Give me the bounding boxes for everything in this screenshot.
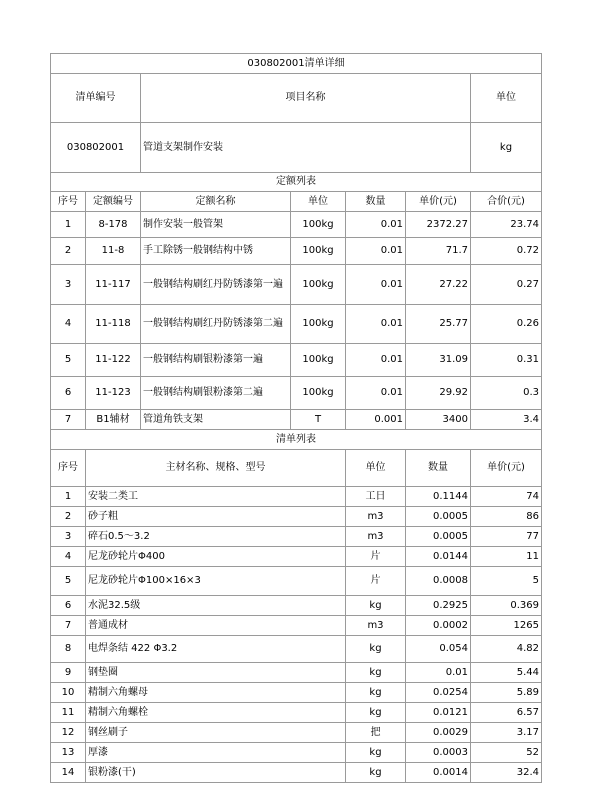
quota-price: 25.77: [406, 305, 471, 344]
quota-row: [51, 344, 542, 377]
material-price: 5: [471, 567, 542, 596]
material-price: 3.17: [471, 723, 542, 743]
material-seq: 8: [51, 636, 86, 663]
quota-section-row: [51, 173, 542, 192]
quota-code: 11-123: [86, 377, 141, 410]
quota-seq: 1: [51, 212, 86, 238]
quota-qty: 0.01: [346, 377, 406, 410]
material-price-header: 单价(元): [471, 450, 542, 487]
material-qty: 0.0014: [406, 763, 471, 783]
quota-name-header: 定额名称: [141, 192, 291, 212]
material-unit: m3: [346, 507, 406, 527]
item-header-row: [51, 74, 542, 123]
quota-seq: 2: [51, 238, 86, 265]
material-row: [51, 567, 542, 596]
material-name: 精制六角螺栓: [86, 703, 346, 723]
quota-qty: 0.01: [346, 238, 406, 265]
material-unit: 工日: [346, 487, 406, 507]
item-row: [51, 123, 542, 173]
material-price: 77: [471, 527, 542, 547]
quota-seq: 5: [51, 344, 86, 377]
material-unit: m3: [346, 616, 406, 636]
material-price: 11: [471, 547, 542, 567]
material-name: 安装二类工: [86, 487, 346, 507]
material-name-header: 主材名称、规格、型号: [86, 450, 346, 487]
quota-row: [51, 265, 542, 305]
item-code-header: 清单编号: [51, 74, 141, 123]
material-seq-header: 序号: [51, 450, 86, 487]
quota-row: [51, 305, 542, 344]
material-row: [51, 596, 542, 616]
material-price: 5.89: [471, 683, 542, 703]
item-unit-header: 单位: [471, 74, 542, 123]
material-qty: 0.0005: [406, 507, 471, 527]
quota-qty: 0.01: [346, 344, 406, 377]
quota-total: 0.3: [471, 377, 542, 410]
item-name-header: 项目名称: [141, 74, 471, 123]
material-name: 精制六角螺母: [86, 683, 346, 703]
material-price: 74: [471, 487, 542, 507]
material-qty-header: 数量: [406, 450, 471, 487]
quota-unit: 100kg: [291, 212, 346, 238]
material-unit: kg: [346, 663, 406, 683]
material-name: 尼龙砂轮片Φ100×16×3: [86, 567, 346, 596]
quota-price: 27.22: [406, 265, 471, 305]
quota-qty: 0.01: [346, 212, 406, 238]
material-seq: 14: [51, 763, 86, 783]
material-unit: 片: [346, 567, 406, 596]
material-unit: m3: [346, 527, 406, 547]
quota-price: 71.7: [406, 238, 471, 265]
material-seq: 12: [51, 723, 86, 743]
quota-name: 制作安装一般管架: [141, 212, 291, 238]
material-qty: 0.054: [406, 636, 471, 663]
quota-unit: 100kg: [291, 344, 346, 377]
quota-seq: 7: [51, 410, 86, 430]
quota-seq-header: 序号: [51, 192, 86, 212]
material-row: [51, 507, 542, 527]
material-seq: 13: [51, 743, 86, 763]
material-unit: kg: [346, 636, 406, 663]
material-qty: 0.0144: [406, 547, 471, 567]
material-seq: 7: [51, 616, 86, 636]
material-qty: 0.0005: [406, 527, 471, 547]
material-qty: 0.1144: [406, 487, 471, 507]
material-unit: kg: [346, 596, 406, 616]
quota-unit: T: [291, 410, 346, 430]
material-name: 普通成材: [86, 616, 346, 636]
material-row: [51, 616, 542, 636]
material-name: 尼龙砂轮片Φ400: [86, 547, 346, 567]
material-name: 水泥32.5级: [86, 596, 346, 616]
material-seq: 4: [51, 547, 86, 567]
material-price: 52: [471, 743, 542, 763]
material-seq: 6: [51, 596, 86, 616]
material-name: 钢垫圈: [86, 663, 346, 683]
material-price: 86: [471, 507, 542, 527]
item-code: 030802001: [51, 123, 141, 173]
quota-seq: 6: [51, 377, 86, 410]
quota-section-title: 定额列表: [51, 173, 542, 192]
quota-unit-header: 单位: [291, 192, 346, 212]
material-price: 1265: [471, 616, 542, 636]
material-name: 厚漆: [86, 743, 346, 763]
quota-header-row: [51, 192, 542, 212]
material-row: [51, 723, 542, 743]
quota-seq: 3: [51, 265, 86, 305]
quota-name: 一般钢结构刷红丹防锈漆第一遍: [141, 265, 291, 305]
quota-total: 0.27: [471, 265, 542, 305]
quota-code: 11-117: [86, 265, 141, 305]
quota-code: 11-118: [86, 305, 141, 344]
quota-code: 11-122: [86, 344, 141, 377]
quota-row: [51, 238, 542, 265]
material-qty: 0.0008: [406, 567, 471, 596]
material-row: [51, 663, 542, 683]
quota-code: 11-8: [86, 238, 141, 265]
detail-sheet: [50, 53, 542, 783]
material-name: 银粉漆(干): [86, 763, 346, 783]
material-qty: 0.0029: [406, 723, 471, 743]
material-unit: kg: [346, 763, 406, 783]
quota-price: 2372.27: [406, 212, 471, 238]
quota-unit: 100kg: [291, 265, 346, 305]
quota-price: 31.09: [406, 344, 471, 377]
material-seq: 11: [51, 703, 86, 723]
quota-price-header: 单价(元): [406, 192, 471, 212]
material-name: 碎石0.5～3.2: [86, 527, 346, 547]
material-price: 32.4: [471, 763, 542, 783]
material-seq: 9: [51, 663, 86, 683]
material-unit: kg: [346, 683, 406, 703]
quota-unit: 100kg: [291, 305, 346, 344]
quota-name: 管道角铁支架: [141, 410, 291, 430]
material-row: [51, 683, 542, 703]
quota-code: 8-178: [86, 212, 141, 238]
quota-unit: 100kg: [291, 238, 346, 265]
quota-name: 一般钢结构刷银粉漆第二遍: [141, 377, 291, 410]
quota-price: 29.92: [406, 377, 471, 410]
item-unit: kg: [471, 123, 542, 173]
material-seq: 2: [51, 507, 86, 527]
quota-total: 0.26: [471, 305, 542, 344]
quota-total-header: 合价(元): [471, 192, 542, 212]
material-name: 电焊条结 422 Φ3.2: [86, 636, 346, 663]
material-unit: 片: [346, 547, 406, 567]
document-title: 030802001清单详细: [51, 54, 542, 74]
material-unit: kg: [346, 743, 406, 763]
material-qty: 0.0254: [406, 683, 471, 703]
material-price: 4.82: [471, 636, 542, 663]
material-unit-header: 单位: [346, 450, 406, 487]
material-unit: kg: [346, 703, 406, 723]
material-row: [51, 763, 542, 783]
material-qty: 0.2925: [406, 596, 471, 616]
material-seq: 5: [51, 567, 86, 596]
quota-code-header: 定额编号: [86, 192, 141, 212]
material-row: [51, 547, 542, 567]
material-row: [51, 487, 542, 507]
quota-row: [51, 212, 542, 238]
quota-qty: 0.01: [346, 305, 406, 344]
material-qty: 0.0002: [406, 616, 471, 636]
material-qty: 0.0003: [406, 743, 471, 763]
material-price: 6.57: [471, 703, 542, 723]
material-seq: 3: [51, 527, 86, 547]
quota-code: B1辅材: [86, 410, 141, 430]
material-seq: 10: [51, 683, 86, 703]
quota-total: 0.72: [471, 238, 542, 265]
material-row: [51, 703, 542, 723]
quota-row: [51, 410, 542, 430]
quota-total: 3.4: [471, 410, 542, 430]
title-row: [51, 54, 542, 74]
materials-header-row: [51, 450, 542, 487]
material-name: 钢丝刷子: [86, 723, 346, 743]
materials-section-row: [51, 430, 542, 450]
quota-total: 0.31: [471, 344, 542, 377]
material-qty: 0.0121: [406, 703, 471, 723]
quota-name: 一般钢结构刷银粉漆第一遍: [141, 344, 291, 377]
quota-seq: 4: [51, 305, 86, 344]
materials-section-title: 清单列表: [51, 430, 542, 450]
item-name: 管道支架制作安装: [141, 123, 471, 173]
material-price: 5.44: [471, 663, 542, 683]
material-qty: 0.01: [406, 663, 471, 683]
quota-unit: 100kg: [291, 377, 346, 410]
quota-name: 一般钢结构刷红丹防锈漆第二遍: [141, 305, 291, 344]
material-row: [51, 636, 542, 663]
material-row: [51, 743, 542, 763]
quota-price: 3400: [406, 410, 471, 430]
quota-name: 手工除锈一般钢结构中锈: [141, 238, 291, 265]
material-seq: 1: [51, 487, 86, 507]
material-price: 0.369: [471, 596, 542, 616]
quota-qty: 0.01: [346, 265, 406, 305]
material-name: 砂子粗: [86, 507, 346, 527]
quota-total: 23.74: [471, 212, 542, 238]
quota-row: [51, 377, 542, 410]
material-unit: 把: [346, 723, 406, 743]
quota-qty: 0.001: [346, 410, 406, 430]
quota-qty-header: 数量: [346, 192, 406, 212]
material-row: [51, 527, 542, 547]
